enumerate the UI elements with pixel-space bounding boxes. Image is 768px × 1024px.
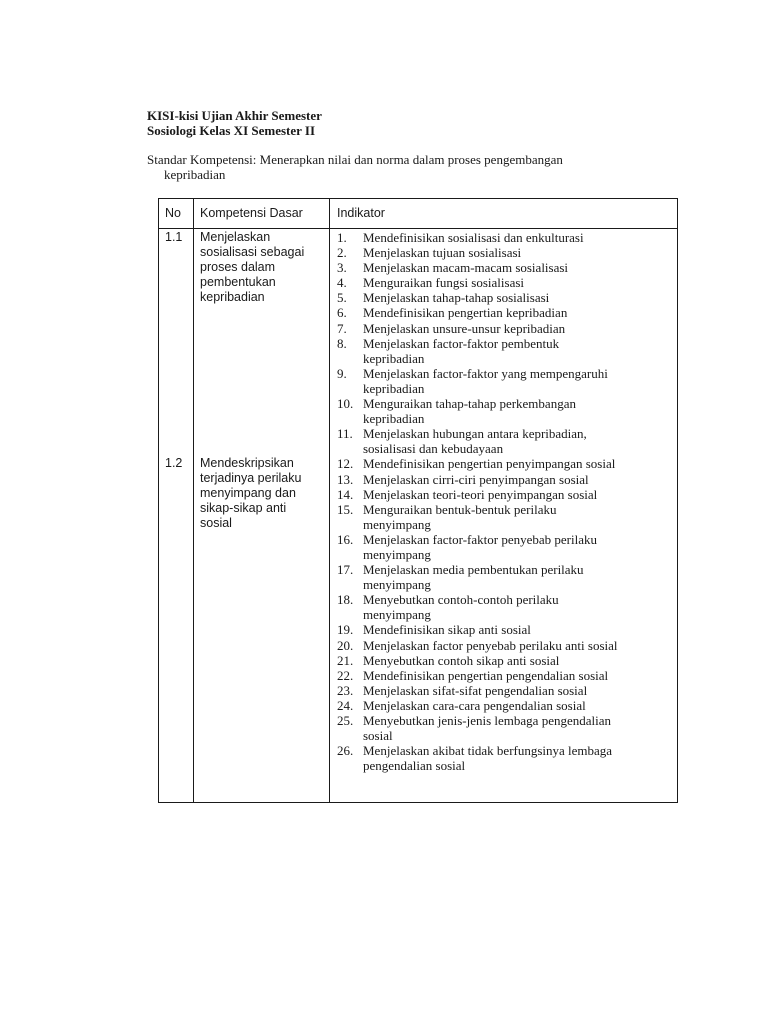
document-title: KISI-kisi Ujian Akhir Semester: [147, 108, 322, 123]
indicator-number: 24.: [337, 697, 354, 713]
list-item: [337, 622, 677, 637]
competency-description: Menjelaskan sosialisasi sebagai proses dalam pembentukan kepribadian: [200, 230, 305, 305]
indicator-text: Mendefinisikan pengertian kepribadian: [363, 305, 568, 321]
indicator-number: 11.: [337, 426, 353, 442]
competency-standard: [147, 152, 667, 182]
indicator-text: Mendefinisikan sosialisasi dan enkulturasi: [363, 230, 584, 245]
indikator-cell: [330, 229, 678, 803]
list-item: [337, 532, 677, 562]
indicator-text: Mendefinisikan sikap anti sosial: [363, 622, 531, 638]
indicator-text: Menyebutkan jenis-jenis lembaga pengendalian sosial: [363, 713, 612, 744]
indicator-number: 9.: [337, 365, 347, 381]
competency-description: Mendeskripsikan terjadinya perilaku menyimpang dan sikap-sikap anti sosial: [200, 456, 302, 531]
indicator-number: 1.: [337, 230, 347, 245]
indicator-text: Menjelaskan factor penyebab perilaku anti sosial: [363, 637, 618, 653]
list-item: [337, 396, 677, 426]
indicator-text: Menyebutkan contoh sikap anti sosial: [363, 652, 560, 668]
indicator-text: Menjelaskan tujuan sosialisasi: [363, 245, 522, 261]
header-indikator: Indikator: [330, 199, 678, 229]
indicator-text: Menjelaskan factor-faktor pembentuk kepribadian: [363, 335, 560, 366]
indicator-number: 4.: [337, 275, 347, 291]
no-cell: [159, 229, 194, 803]
competency-standard-continuation: kepribadian: [164, 167, 226, 182]
header-no: No: [159, 199, 194, 229]
list-item: [337, 592, 677, 622]
indicator-number: 2.: [337, 245, 347, 261]
list-item: [337, 321, 677, 336]
indicator-text: Menjelaskan akibat tidak berfungsinya lembaga pengendalian sosial: [363, 743, 613, 774]
list-item: [337, 245, 677, 260]
indicator-text: Menyebutkan contoh-contoh perilaku menyimpang: [363, 592, 559, 623]
indicator-number: 19.: [337, 622, 354, 638]
list-item: [337, 336, 677, 366]
indicator-number: 8.: [337, 335, 347, 351]
list-item: [337, 456, 677, 471]
list-item: [337, 713, 677, 743]
indicator-text: Menjelaskan teori-teori penyimpangan sosial: [363, 486, 598, 502]
indicator-text: Menjelaskan macam-macam sosialisasi: [363, 260, 569, 276]
indicator-text: Menguraikan fungsi sosialisasi: [363, 275, 525, 291]
indicator-number: 7.: [337, 320, 347, 336]
indicator-text: Menjelaskan cara-cara pengendalian sosial: [363, 697, 586, 713]
list-item: [337, 683, 677, 698]
list-item: [337, 638, 677, 653]
list-item: [337, 743, 677, 773]
indicator-number: 21.: [337, 652, 354, 668]
list-item: [337, 472, 677, 487]
competency-number: 1.2: [165, 456, 183, 470]
indicator-text: Menguraikan bentuk-bentuk perilaku menyimpang: [363, 501, 557, 532]
list-item: [337, 653, 677, 668]
list-item: [337, 487, 677, 502]
list-item: [337, 562, 677, 592]
list-item: [337, 668, 677, 683]
indicator-number: 12.: [337, 456, 354, 472]
indicator-text: Menjelaskan media pembentukan perilaku menyimpang: [363, 562, 584, 593]
list-item: [337, 502, 677, 532]
indicator-number: 26.: [337, 743, 354, 759]
indicator-text: Menguraikan tahap-tahap perkembangan kepribadian: [363, 396, 576, 427]
indicator-number: 22.: [337, 667, 354, 683]
list-item: [337, 698, 677, 713]
table-row: [159, 229, 678, 803]
indicator-number: 23.: [337, 682, 354, 698]
list-item: [337, 260, 677, 275]
indicator-number: 6.: [337, 305, 347, 321]
indicator-number: 10.: [337, 396, 354, 412]
indicator-number: 14.: [337, 486, 354, 502]
indicator-text: Menjelaskan factor-faktor yang mempengaruhi kepribadian: [363, 365, 608, 396]
indicator-text: Menjelaskan hubungan antara kepribadian, sosialisasi dan kebudayaan: [363, 426, 587, 457]
indicator-number: 16.: [337, 531, 354, 547]
list-item: [337, 230, 677, 245]
list-item: [337, 305, 677, 320]
competency-standard-line: Standar Kompetensi: Menerapkan nilai dan norma dalam proses pengembangan: [147, 152, 563, 167]
list-item: [337, 275, 677, 290]
list-item: [337, 426, 677, 456]
competency-number: 1.1: [165, 230, 183, 244]
indicator-text: Menjelaskan sifat-sifat pengendalian sosial: [363, 682, 588, 698]
indicator-text: Menjelaskan unsure-unsur kepribadian: [363, 320, 566, 336]
indicator-number: 13.: [337, 471, 354, 487]
list-item: [337, 366, 677, 396]
table-header-row: [159, 199, 678, 229]
kompetensi-dasar-cell: [194, 229, 330, 803]
list-item: [337, 290, 677, 305]
indicator-text: Menjelaskan tahap-tahap sosialisasi: [363, 290, 550, 306]
indicator-number: 17.: [337, 562, 354, 578]
indicator-number: 3.: [337, 260, 347, 276]
indicator-text: Menjelaskan cirri-ciri penyimpangan sosial: [363, 471, 589, 487]
indicator-text: Menjelaskan factor-faktor penyebab perilaku menyimpang: [363, 531, 597, 562]
indicator-text: Mendefinisikan pengertian penyimpangan sosial: [363, 456, 616, 472]
indicator-number: 15.: [337, 501, 354, 517]
exam-grid-table: [158, 198, 678, 803]
indicator-number: 18.: [337, 592, 354, 608]
indicator-number: 5.: [337, 290, 347, 306]
indicator-list: [330, 230, 677, 773]
indicator-text: Mendefinisikan pengertian pengendalian sosial: [363, 667, 609, 683]
header-kompetensi-dasar: Kompetensi Dasar: [194, 199, 330, 229]
indicator-number: 25.: [337, 713, 354, 728]
document-subtitle: Sosiologi Kelas XI Semester II: [147, 123, 316, 138]
indicator-number: 20.: [337, 637, 354, 653]
